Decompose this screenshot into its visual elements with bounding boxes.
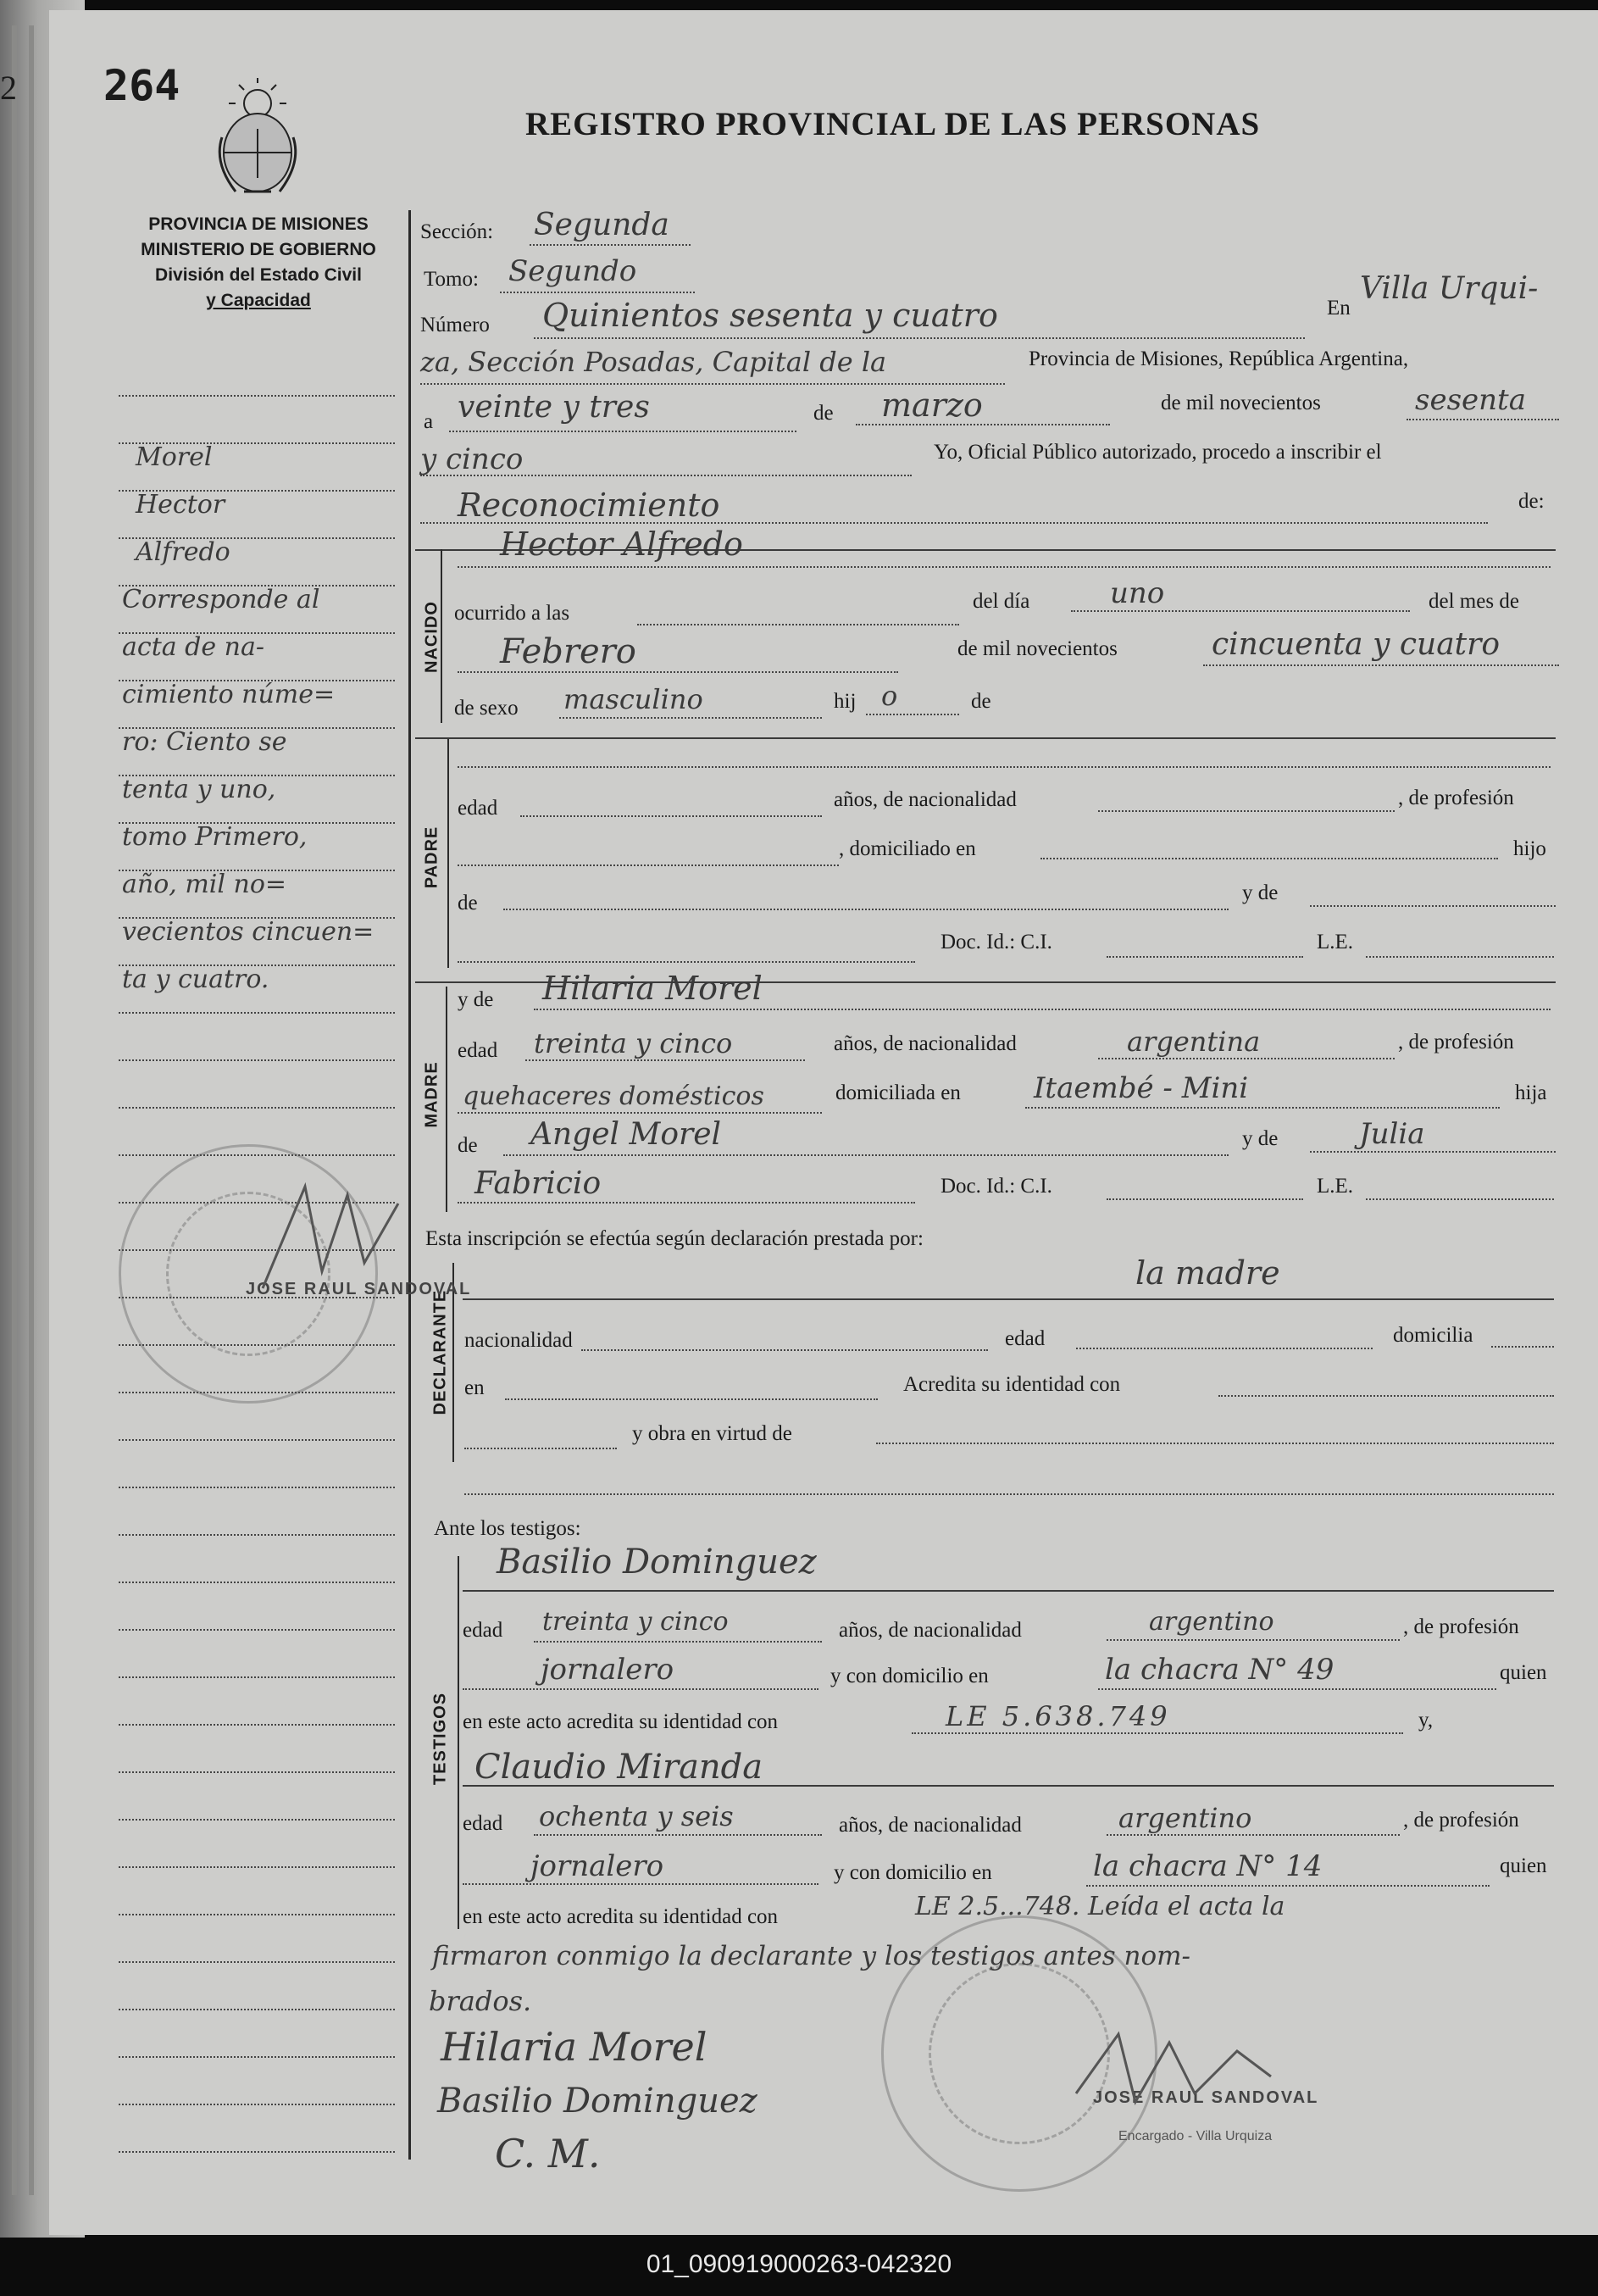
page-edge	[29, 25, 34, 2195]
margin-note-line: vecientos cincuen=	[122, 917, 375, 947]
margin-rule	[119, 1819, 395, 1821]
value-seccion: Segunda	[534, 208, 669, 242]
label-padre-le: L.E.	[1317, 931, 1354, 953]
label-numero: Número	[420, 314, 490, 336]
value-testigo2-edad: ochenta y seis	[539, 1800, 734, 1832]
value-numero: Quinientos sesenta y cuatro	[542, 297, 998, 334]
margin-rule	[119, 1012, 395, 1014]
label-t1-quien: quien	[1500, 1661, 1547, 1684]
document-title: REGISTRO PROVINCIAL DE LAS PERSONAS	[525, 106, 1261, 142]
value-madre-padre: Angel Morel	[530, 1117, 722, 1152]
value-a-dia: veinte y tres	[458, 390, 650, 425]
value-mes: marzo	[881, 386, 983, 424]
label-del-mes: del mes de	[1429, 590, 1519, 613]
margin-note-line: ta y cuatro.	[122, 965, 269, 994]
label-madre-edad: edad	[458, 1039, 498, 1062]
value-anio2: y cinco	[420, 442, 524, 476]
label-madre-y-de: y de	[458, 988, 494, 1011]
margin-note-line: Alfredo	[136, 537, 230, 567]
label-decl-domicilia: domicilia	[1393, 1324, 1473, 1347]
margin-rule	[119, 2056, 395, 2058]
value-anio1: sesenta	[1415, 383, 1526, 417]
coat-of-arms-icon	[210, 78, 305, 205]
signature-hilaria-morel: Hilaria Morel	[441, 2024, 707, 2070]
value-del-dia: uno	[1110, 576, 1165, 610]
label-nacido: NACIDO	[422, 601, 441, 673]
margin-rule	[119, 1534, 395, 1536]
label-madre-domiciliada: domiciliada en	[835, 1081, 961, 1104]
value-testigo2-prof: jornalero	[530, 1849, 664, 1883]
value-mes-nac: Febrero	[500, 632, 636, 671]
margin-rule	[119, 1439, 395, 1441]
margin-rule	[119, 2009, 395, 2010]
margin-rule	[119, 1059, 395, 1061]
value-madre-prof: quehaceres domésticos	[463, 1081, 764, 1111]
label-t2-en-este-acto: en este acto acredita su identidad con	[463, 1905, 779, 1928]
value-en-lugar2: za, Sección Posadas, Capital de la	[420, 346, 887, 378]
signature-cm: C. M.	[495, 2131, 601, 2176]
label-decl-en: en	[464, 1376, 485, 1399]
label-esta-inscripcion: Esta inscripción se efectúa según declaración prestada por:	[425, 1227, 924, 1250]
label-madre-de: de	[458, 1134, 478, 1157]
label-decl-obra: y obra en virtud de	[632, 1422, 792, 1445]
margin-note-line: cimiento núme=	[122, 680, 336, 709]
label-declarante: DECLARANTE	[430, 1289, 450, 1415]
margin-rule	[119, 1487, 395, 1488]
margin-rule	[119, 395, 395, 397]
label-ante-testigos: Ante los testigos:	[434, 1517, 581, 1540]
label-a: a	[424, 410, 434, 433]
stamp-right-text: JOSE RAUL SANDOVAL	[1093, 2088, 1319, 2107]
label-t2-edad: edad	[463, 1812, 503, 1835]
value-acto: Reconocimiento	[458, 486, 720, 524]
label-t1-edad: edad	[463, 1619, 503, 1642]
margin-note-line: año, mil no=	[122, 870, 287, 899]
label-padre-y-de: y de	[1242, 881, 1279, 904]
ministry-name: MINISTERIO DE GOBIERNO	[141, 240, 376, 259]
value-testigo1-prof: jornalero	[541, 1653, 674, 1687]
margin-rule	[119, 1676, 395, 1678]
value-en-lugar: Villa Urqui-	[1360, 271, 1539, 306]
scan-footer-code: 01_090919000263-042320	[646, 2250, 952, 2278]
margin-note-line: acta de na-	[122, 632, 265, 662]
padre-bracket	[447, 739, 449, 968]
value-testigo1-edad: treinta y cinco	[542, 1607, 729, 1637]
value-sexo: masculino	[563, 683, 703, 715]
label-padre-hijo: hijo	[1513, 837, 1546, 860]
page-edge	[12, 25, 17, 2195]
value-testigo1-nombre: Basilio Dominguez	[497, 1543, 817, 1582]
issuer-block	[102, 212, 415, 314]
margin-rule	[119, 2104, 395, 2105]
value-nombre: Hector Alfredo	[500, 525, 743, 563]
madre-bracket	[446, 987, 447, 1212]
margin-rule	[119, 1771, 395, 1773]
label-testigos: TESTIGOS	[430, 1692, 450, 1786]
label-t1-en-este-acto: en este acto acredita su identidad con	[463, 1710, 779, 1733]
margin-rule	[119, 2151, 395, 2153]
label-tomo: Tomo:	[424, 268, 479, 291]
official-signature-left	[246, 1170, 415, 1305]
label-madre-hija: hija	[1515, 1081, 1547, 1104]
division-name: División del Estado Civil	[155, 265, 362, 285]
label-de-mil: de mil novecientos	[1161, 392, 1321, 414]
value-testigo2-doc: LE 2.5...748. Leída el acta la	[915, 1892, 1285, 1921]
label-padre-de: de	[458, 892, 478, 915]
value-testigo1-nac: argentino	[1149, 1607, 1274, 1637]
margin-rule	[119, 1582, 395, 1583]
label-padre-doc: Doc. Id.: C.I.	[940, 931, 1052, 953]
label-padre-domiciliado: , domiciliado en	[839, 837, 976, 860]
margin-note-line: tomo Primero,	[122, 822, 308, 852]
province-name: PROVINCIA DE MISIONES	[148, 214, 369, 234]
label-del-dia: del día	[973, 590, 1030, 613]
label-t1-anos: años, de nacionalidad	[839, 1619, 1022, 1642]
label-de: de	[813, 402, 834, 425]
label-en: En	[1327, 297, 1351, 320]
signature-basilio-dominguez: Basilio Dominguez	[437, 2082, 757, 2121]
label-t2-domicilio: y con domicilio en	[834, 1861, 992, 1884]
label-de-mil-nov: de mil novecientos	[957, 637, 1118, 660]
label-padre-edad: edad	[458, 797, 498, 820]
value-madre-madre2: Fabricio	[474, 1166, 602, 1201]
value-hij: o	[881, 680, 898, 712]
label-t1-profesion: , de profesión	[1403, 1615, 1519, 1638]
margin-rule	[119, 1961, 395, 1963]
margin-note-line: tenta y uno,	[122, 775, 276, 804]
label-decl-acredita: Acredita su identidad con	[903, 1373, 1121, 1396]
value-madre-madre: Julia	[1359, 1117, 1425, 1151]
label-madre-le: L.E.	[1317, 1175, 1354, 1198]
label-hij: hij	[834, 690, 857, 713]
label-padre: PADRE	[422, 826, 441, 889]
testigos-bracket	[458, 1556, 459, 1929]
label-madre-anos: años, de nacionalidad	[834, 1032, 1017, 1055]
label-seccion: Sección:	[420, 220, 494, 243]
value-madre-edad: treinta y cinco	[534, 1027, 733, 1059]
margin-rule	[119, 1629, 395, 1631]
value-cierre2: brados.	[429, 1985, 532, 2017]
label-padre-anos: años, de nacionalidad	[834, 788, 1017, 811]
value-tomo: Segundo	[508, 254, 637, 288]
label-madre: MADRE	[422, 1061, 441, 1128]
value-madre-dom: Itaembé - Mini	[1034, 1071, 1249, 1105]
label-t2-profesion: , de profesión	[1403, 1809, 1519, 1832]
official-signature-right	[1068, 2017, 1288, 2119]
label-t2-quien: quien	[1500, 1854, 1547, 1877]
margin-rule	[119, 1914, 395, 1915]
label-padre-profesion: , de profesión	[1398, 787, 1514, 809]
label-t1-y: y,	[1418, 1709, 1434, 1732]
margin-note-line: ro: Ciento se	[122, 727, 287, 757]
label-de-sexo: de sexo	[454, 697, 519, 720]
value-madre-nombre: Hilaria Morel	[542, 970, 763, 1007]
margin-rule	[119, 1724, 395, 1726]
stamp-right-subtext: Encargado - Villa Urquiza	[1118, 2129, 1273, 2143]
adjacent-page-number: 2	[0, 69, 17, 107]
label-ocurrido: ocurrido a las	[454, 602, 570, 625]
label-madre-y-de2: y de	[1242, 1127, 1279, 1150]
label-t2-anos: años, de nacionalidad	[839, 1814, 1022, 1837]
capacity-name: y Capacidad	[206, 291, 311, 310]
label-decl-nacionalidad: nacionalidad	[464, 1329, 573, 1352]
label-decl-edad: edad	[1005, 1327, 1046, 1350]
label-t1-domicilio: y con domicilio en	[830, 1665, 989, 1687]
margin-note-line: Morel	[136, 442, 213, 472]
value-anio-nac: cincuenta y cuatro	[1212, 627, 1501, 662]
value-testigo2-dom: la chacra N° 14	[1093, 1849, 1323, 1883]
label-provincia: Provincia de Misiones, República Argentina,	[1029, 347, 1409, 370]
label-de-nac: de	[971, 690, 991, 713]
stamp-left-text: JOSE RAUL SANDOVAL	[246, 1280, 472, 1298]
value-testigo2-nac: argentino	[1118, 1802, 1252, 1834]
margin-note-line: Hector	[136, 490, 225, 520]
value-madre-nac: argentina	[1127, 1026, 1261, 1058]
value-cierre1: firmaron conmigo la declarante y los testigos antes nom-	[432, 1941, 1191, 1971]
label-madre-doc: Doc. Id.: C.I.	[940, 1175, 1052, 1198]
value-testigo1-dom: la chacra N° 49	[1105, 1653, 1334, 1687]
value-declarante: la madre	[1135, 1254, 1280, 1292]
margin-rule	[119, 1107, 395, 1109]
page-number: 264	[103, 61, 180, 110]
label-de-colon: de:	[1518, 490, 1545, 513]
value-testigo2-nombre: Claudio Miranda	[474, 1748, 763, 1787]
value-testigo1-doc: LE 5.638.749	[946, 1700, 1171, 1732]
label-madre-profesion: , de profesión	[1398, 1031, 1514, 1053]
margin-rule	[119, 1866, 395, 1868]
label-yo-oficial: Yo, Oficial Público autorizado, procedo a inscribir el	[934, 441, 1382, 464]
margin-note-line: Corresponde al	[122, 585, 320, 614]
